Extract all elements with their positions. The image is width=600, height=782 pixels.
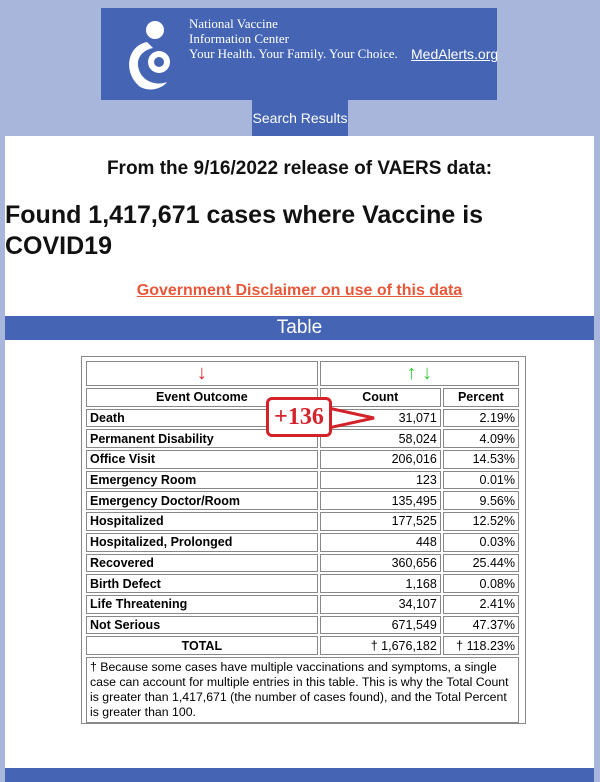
column-header-percent[interactable]: Percent xyxy=(443,388,519,407)
org-line-1: National Vaccine xyxy=(189,16,278,31)
row-outcome: Emergency Doctor/Room xyxy=(86,491,318,510)
row-count: 206,016 xyxy=(320,450,441,469)
row-count: 671,549 xyxy=(320,616,441,635)
sort-up-down-green-icon[interactable]: ↑ ↓ xyxy=(406,362,433,384)
sort-down-red-icon[interactable]: ↓ xyxy=(196,362,207,384)
row-percent: 2.19% xyxy=(443,409,519,428)
table-row xyxy=(86,512,519,531)
total-label: TOTAL xyxy=(86,636,318,655)
table-footnote: † Because some cases have multiple vaccinations and symptoms, a single case can account for multiple entries in this table. This is why the Total Count is greater than 1,417,671 (the number of cases found), and the Total Percent is greater than 100. xyxy=(86,657,519,723)
table-row xyxy=(86,616,519,635)
section-title: Table xyxy=(5,316,594,340)
sort-row xyxy=(86,361,519,386)
table-body xyxy=(86,409,519,635)
org-name xyxy=(189,16,398,61)
row-outcome: Life Threatening xyxy=(86,595,318,614)
table-row xyxy=(86,533,519,552)
row-count: 1,168 xyxy=(320,574,441,593)
row-count: 58,024 xyxy=(320,429,441,448)
row-count: 135,495 xyxy=(320,491,441,510)
mother-child-icon xyxy=(117,16,181,92)
row-percent: 4.09% xyxy=(443,429,519,448)
medalerts-link[interactable]: MedAlerts.org xyxy=(411,46,499,62)
site-header xyxy=(101,8,497,100)
row-count: 31,071 xyxy=(320,409,441,428)
table-row xyxy=(86,491,519,510)
table-row xyxy=(86,471,519,490)
row-percent: 0.01% xyxy=(443,471,519,490)
column-header-count[interactable]: Count xyxy=(320,388,441,407)
row-percent: 47.37% xyxy=(443,616,519,635)
main-content xyxy=(5,136,594,768)
disclaimer-link[interactable]: Government Disclaimer on use of this data xyxy=(136,282,463,299)
sort-outcome-cell xyxy=(86,361,318,386)
row-outcome: Permanent Disability xyxy=(86,429,318,448)
row-percent: 12.52% xyxy=(443,512,519,531)
row-count: 34,107 xyxy=(320,595,441,614)
row-outcome: Emergency Room xyxy=(86,471,318,490)
sort-count-cell xyxy=(320,361,519,386)
row-outcome: Birth Defect xyxy=(86,574,318,593)
row-outcome: Recovered xyxy=(86,554,318,573)
column-header-outcome[interactable]: Event Outcome xyxy=(86,388,318,407)
total-percent: † 118.23% xyxy=(443,636,519,655)
total-row xyxy=(86,636,519,655)
org-line-2: Information Center xyxy=(189,31,289,46)
total-count: † 1,676,182 xyxy=(320,636,441,655)
table-row xyxy=(86,574,519,593)
row-count: 123 xyxy=(320,471,441,490)
row-outcome: Hospitalized xyxy=(86,512,318,531)
row-outcome: Death xyxy=(86,409,318,428)
row-percent: 25.44% xyxy=(443,554,519,573)
row-percent: 0.03% xyxy=(443,533,519,552)
note-row xyxy=(86,657,519,723)
row-percent: 2.41% xyxy=(443,595,519,614)
row-count: 177,525 xyxy=(320,512,441,531)
bottom-bar xyxy=(5,768,594,782)
row-outcome: Hospitalized, Prolonged xyxy=(86,533,318,552)
tab-search-results[interactable]: Search Results xyxy=(252,100,348,136)
table-row xyxy=(86,450,519,469)
table-row xyxy=(86,554,519,573)
row-outcome: Office Visit xyxy=(86,450,318,469)
row-count: 448 xyxy=(320,533,441,552)
org-tagline: Your Health. Your Family. Your Choice. xyxy=(189,46,398,61)
release-heading: From the 9/16/2022 release of VAERS data: xyxy=(106,158,493,179)
row-percent: 14.53% xyxy=(443,450,519,469)
callout-pointer xyxy=(328,404,378,432)
found-heading: Found 1,417,671 cases where Vaccine is COVID19 xyxy=(5,201,484,260)
row-percent: 0.08% xyxy=(443,574,519,593)
row-count: 360,656 xyxy=(320,554,441,573)
annotation-callout: +136 xyxy=(266,397,332,437)
table-row xyxy=(86,595,519,614)
row-percent: 9.56% xyxy=(443,491,519,510)
row-outcome: Not Serious xyxy=(86,616,318,635)
